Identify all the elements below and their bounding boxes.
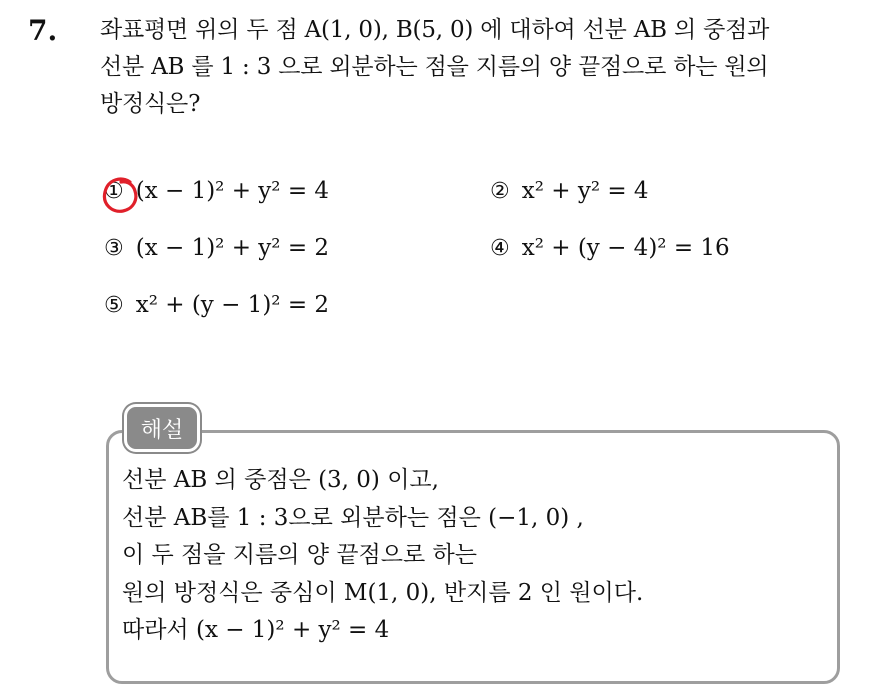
choice-expression: x² + (y − 1)² = 2 [135,292,330,318]
solution-line: 선분 AB 의 중점은 (3, 0) 이고, [122,467,439,493]
choice-expression: (x − 1)² + y² = 2 [135,235,330,261]
solution-line: 따라서 (x − 1)² + y² = 4 [122,617,390,643]
choice-expression: x² + y² = 4 [521,178,649,204]
choice-number: ④ [490,235,510,261]
solution-text [122,462,834,650]
choice-number: ⑤ [104,292,124,318]
question-line: 좌표평면 위의 두 점 A(1, 0), B(5, 0) 에 대하여 선분 AB 의 중점과 [100,17,770,43]
choice-expression: x² + (y − 4)² = 16 [521,235,730,261]
choice-1[interactable] [104,178,329,204]
choice-4[interactable] [490,235,730,261]
choice-5[interactable] [104,292,329,318]
question-text [100,12,876,123]
question-number: 7. [28,14,58,47]
question-line: 선분 AB 를 1 : 3 으로 외분하는 점을 지름의 양 끝점으로 하는 원의 [100,54,769,80]
solution-line: 선분 AB를 1 : 3으로 외분하는 점은 (−1, 0) , [122,504,584,531]
choice-3[interactable] [104,235,329,261]
choice-2[interactable] [490,178,649,204]
solution-line: 이 두 점을 지름의 양 끝점으로 하는 [122,542,477,568]
choice-number: ② [490,178,510,204]
solution-label: 해설 [124,404,200,452]
question-line: 방정식은? [100,91,201,117]
solution-line: 원의 방정식은 중심이 M(1, 0), 반지름 2 인 원이다. [122,579,644,606]
choice-number: ③ [104,235,124,261]
choice-expression: (x − 1)² + y² = 4 [135,178,330,204]
choice-number: ① [104,178,124,204]
